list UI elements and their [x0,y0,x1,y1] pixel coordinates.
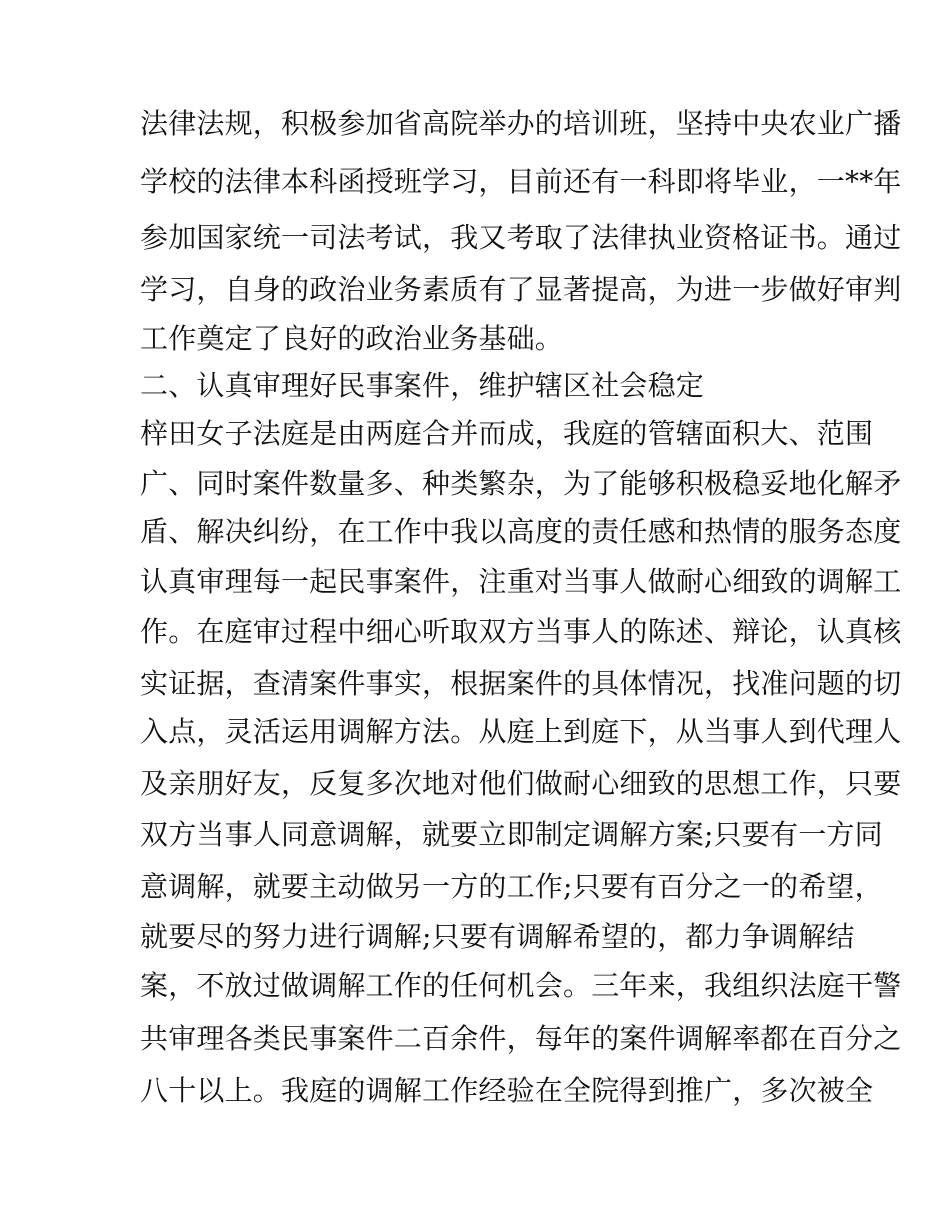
text-line: 双方当事人同意调解，就要立即制定调解方案;只要有一方同 [140,818,883,851]
text-line: 认真审理每一起民事案件，注重对当事人做耐心细致的调解工 [140,565,902,598]
text-line: 法律法规，积极参加省高院举办的培训班，坚持中央农业广播 [140,107,902,140]
text-line: 共审理各类民事案件二百余件，每年的案件调解率都在百分之 [140,1022,902,1055]
text-line: 意调解，就要主动做另一方的工作;只要有百分之一的希望， [140,870,883,903]
text-line: 广、同时案件数量多、种类繁杂，为了能够积极稳妥地化解矛 [140,467,902,500]
text-line: 八十以上。我庭的调解工作经验在全院得到推广，多次被全 [140,1074,874,1107]
text-line: 梓田女子法庭是由两庭合并而成，我庭的管辖面积大、范围 [140,417,874,450]
section-heading: 二、认真审理好民事案件，维护辖区社会稳定 [140,369,705,402]
text-line: 参加国家统一司法考试，我又考取了法律执业资格证书。通过 [140,221,902,254]
text-line: 工作奠定了良好的政治业务基础。 [140,322,564,355]
text-line: 学习，自身的政治业务素质有了显著提高，为进一步做好审判 [140,273,902,306]
text-line: 入点，灵活运用调解方法。从庭上到庭下，从当事人到代理人 [140,715,902,748]
text-line: 实证据，查清案件事实，根据案件的具体情况，找准问题的切 [140,667,902,700]
text-line: 及亲朋好友，反复多次地对他们做耐心细致的思想工作，只要 [140,767,902,800]
text-line: 作。在庭审过程中细心听取双方当事人的陈述、辩论，认真核 [140,615,902,648]
text-line: 就要尽的努力进行调解;只要有调解希望的，都力争调解结 [140,920,855,953]
text-line: 学校的法律本科函授班学习，目前还有一科即将毕业，一**年 [140,165,902,198]
text-line: 盾、解决纠纷，在工作中我以高度的责任感和热情的服务态度 [140,515,902,548]
text-line: 案，不放过做调解工作的任何机会。三年来，我组织法庭干警 [140,969,902,1002]
